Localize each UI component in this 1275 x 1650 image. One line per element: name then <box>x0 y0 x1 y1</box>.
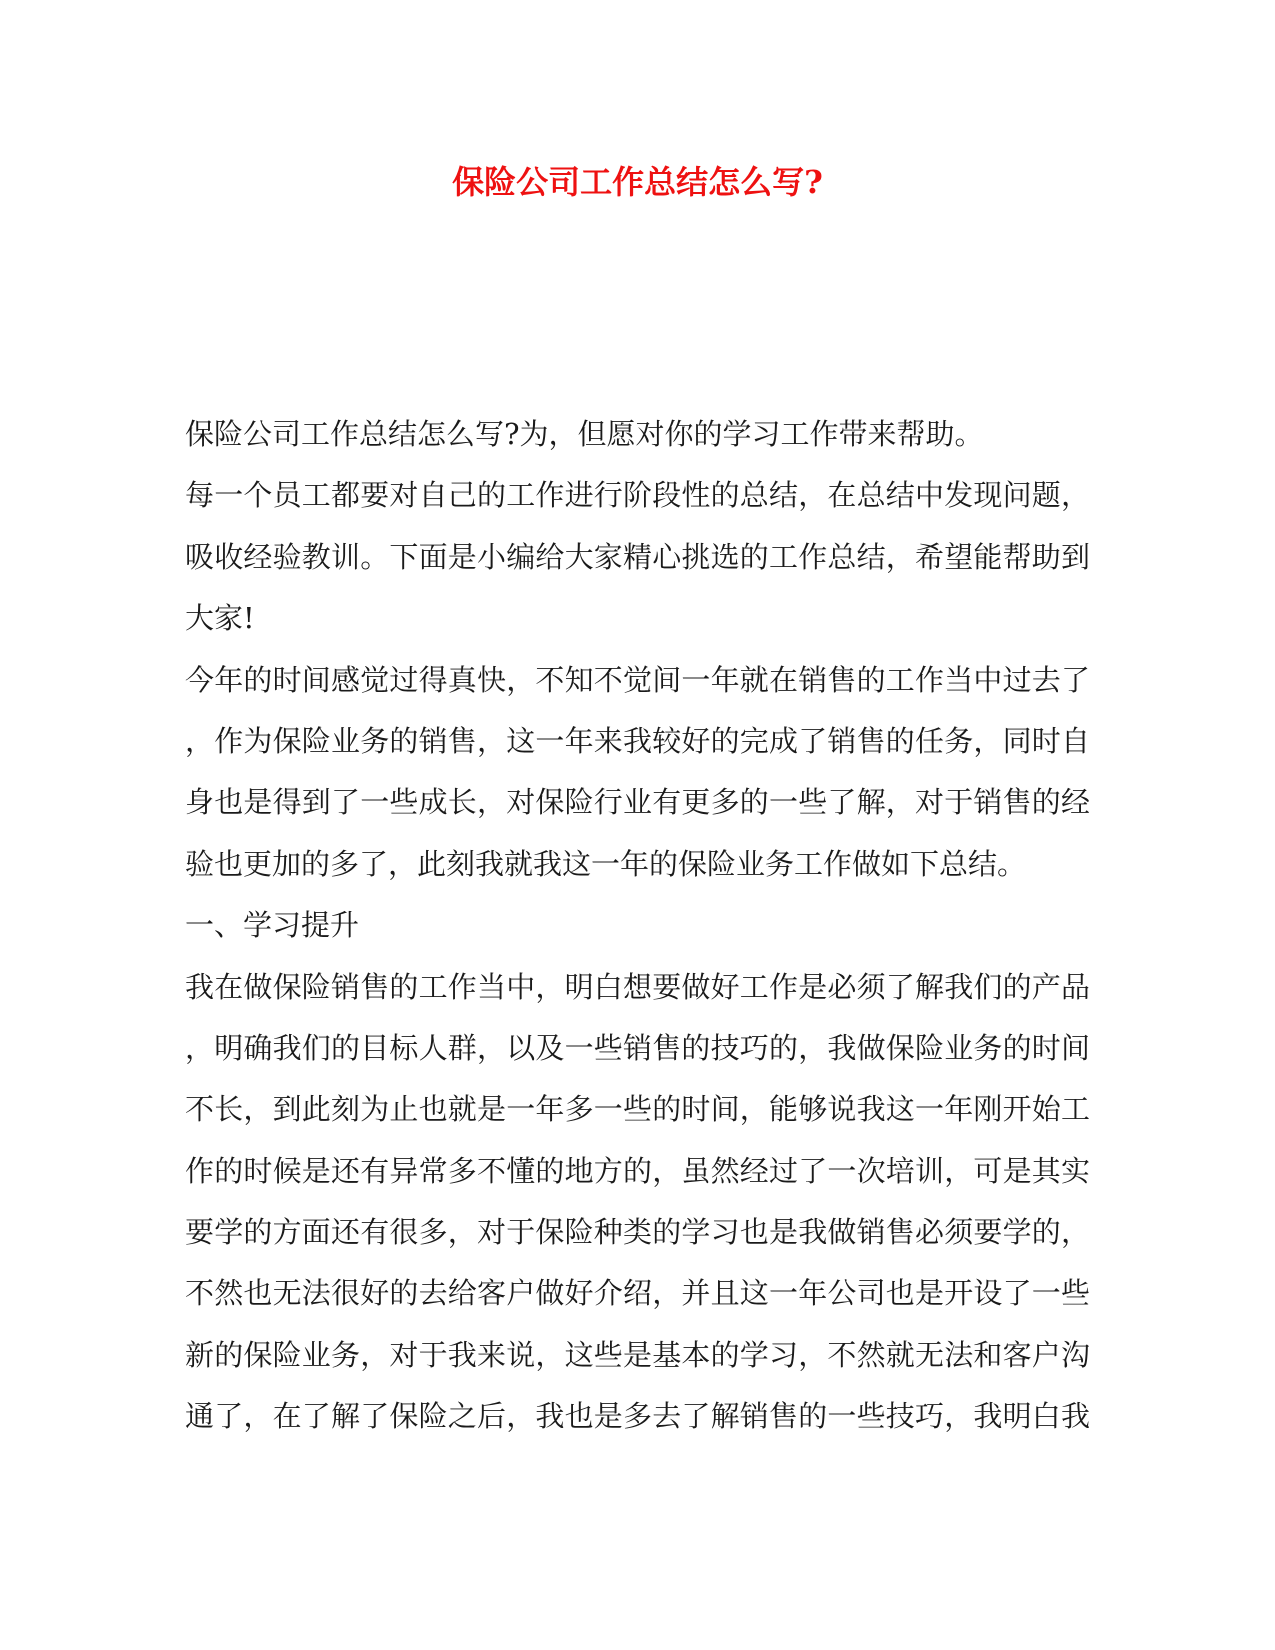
body-line: 每一个员工都要对自己的工作进行阶段性的总结，在总结中发现问题， <box>185 478 1090 513</box>
body-line: 我在做保险销售的工作当中，明白想要做好工作是必须了解我们的产品 <box>185 969 1090 1004</box>
body-line: 不长，到此刻为止也就是一年多一些的时间，能够说我这一年刚开始工 <box>185 1092 1090 1127</box>
body-line: 作的时候是还有异常多不懂的地方的，虽然经过了一次培训，可是其实 <box>185 1153 1090 1188</box>
body-line: 新的保险业务，对于我来说，这些是基本的学习，不然就无法和客户沟 <box>185 1337 1090 1372</box>
section-heading: 一、学习提升 <box>185 908 360 943</box>
body-line: ，作为保险业务的销售，这一年来我较好的完成了销售的任务，同时自 <box>185 723 1090 758</box>
body-line: 身也是得到了一些成长，对保险行业有更多的一些了解，对于销售的经 <box>185 785 1090 820</box>
document-title: 保险公司工作总结怎么写? <box>452 163 823 201</box>
body-line: 不然也无法很好的去给客户做好介绍，并且这一年公司也是开设了一些 <box>185 1276 1090 1311</box>
body-line: 大家! <box>185 601 255 636</box>
body-line: 今年的时间感觉过得真快，不知不觉间一年就在销售的工作当中过去了 <box>185 662 1090 697</box>
body-line: 吸收经验教训。下面是小编给大家精心挑选的工作总结，希望能帮助到 <box>185 539 1090 574</box>
body-line: 验也更加的多了，此刻我就我这一年的保险业务工作做如下总结。 <box>185 846 1027 881</box>
document-body <box>185 404 1090 1448</box>
body-line: 通了，在了解了保险之后，我也是多去了解销售的一些技巧，我明白我 <box>185 1399 1090 1434</box>
body-line: 要学的方面还有很多，对于保险种类的学习也是我做销售必须要学的， <box>185 1215 1090 1250</box>
body-line: 保险公司工作总结怎么写?为，但愿对你的学习工作带来帮助。 <box>185 417 984 451</box>
body-line: ，明确我们的目标人群，以及一些销售的技巧的，我做保险业务的时间 <box>185 1030 1090 1065</box>
